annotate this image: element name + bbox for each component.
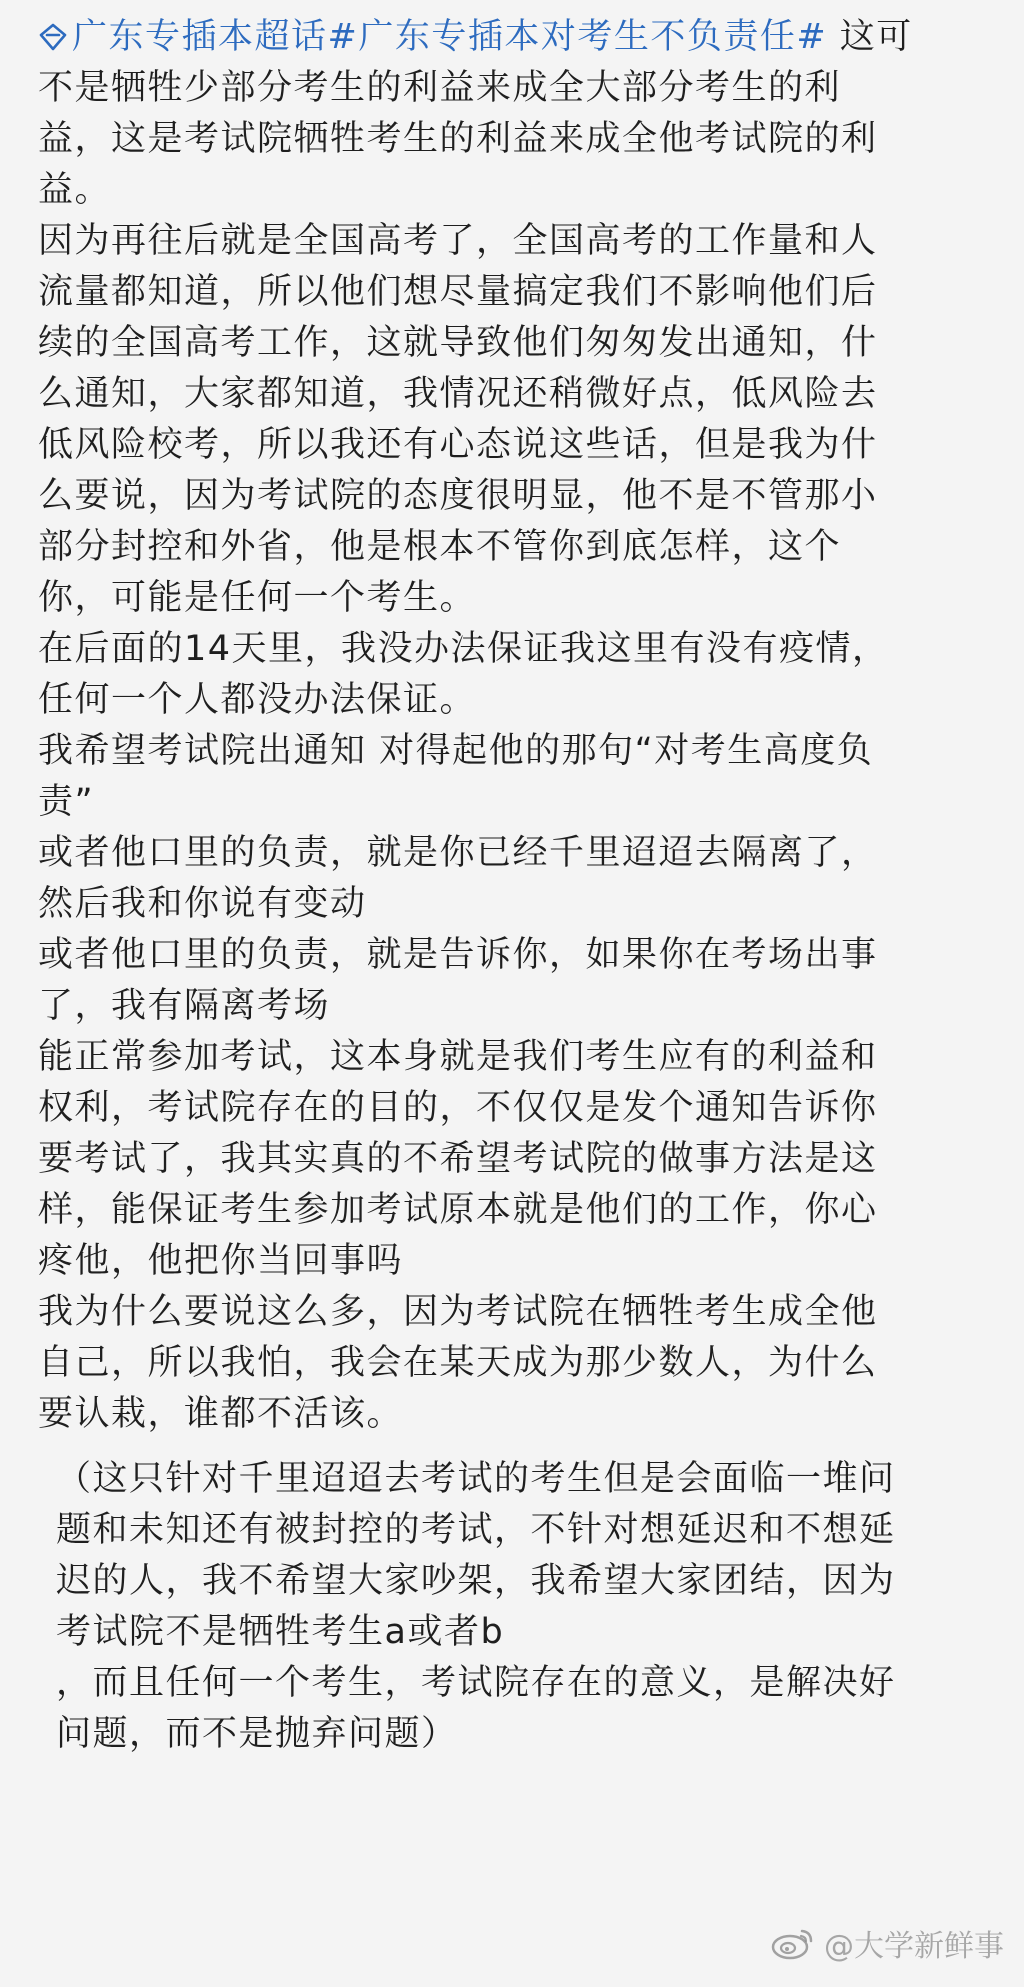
post-text-line: 或者他口里的负责，就是你已经千里迢迢去隔离了， — [38, 833, 878, 873]
paragraph-gap — [38, 1440, 1000, 1454]
post-text-line: 你，可能是任何一个考生。 — [38, 578, 477, 618]
post-paragraphs — [38, 63, 1000, 1440]
post-text-line: 在后面的14天里，我没办法保证我这里有没有疫情， — [38, 629, 889, 669]
post-text-line: 迟的人，我不希望大家吵架，我希望大家团结，因为 — [56, 1561, 896, 1601]
post-text-line: 我希望考试院出通知 对得起他的那句“对考生高度负 — [38, 731, 874, 771]
post-text-line: 样，能保证考生参加考试原本就是他们的工作，你心 — [38, 1190, 878, 1230]
post-text-line: 能正常参加考试，这本身就是我们考生应有的利益和 — [38, 1037, 878, 1077]
super-topic-link[interactable] — [38, 17, 328, 57]
post-text-line: 续的全国高考工作，这就导致他们匆匆发出通知，什 — [38, 323, 878, 363]
weibo-icon — [770, 1925, 816, 1961]
hashtag-link[interactable]: #广东专插本对考生不负责任# — [327, 17, 828, 57]
post-text-line: ，而且任何一个考生，考试院存在的意义，是解决好 — [56, 1663, 896, 1703]
post-text-line: 权利，考试院存在的目的，不仅仅是发个通知告诉你 — [38, 1088, 878, 1128]
super-topic-icon — [38, 22, 68, 52]
post-text-line: 要考试了，我其实真的不希望考试院的做事方法是这 — [38, 1139, 878, 1179]
post-first-line — [38, 12, 1000, 63]
post-text-line: 益，这是考试院牺牲考生的利益来成全他考试院的利 — [38, 119, 878, 159]
post-text-line: 益。 — [38, 170, 112, 210]
post-text-line: 低风险校考，所以我还有心态说这些话，但是我为什 — [38, 425, 878, 465]
post-text-line: （这只针对千里迢迢去考试的考生但是会面临一堆问 — [56, 1459, 896, 1499]
post-text-line: 考试院不是牺牲考生a或者b — [56, 1612, 505, 1652]
post-note-paragraph — [38, 1454, 1000, 1760]
post-text-line: 么要说，因为考试院的态度很明显，他不是不管那小 — [38, 476, 878, 516]
super-topic-label: 广东专插本超话 — [72, 17, 328, 57]
post-text-line: 要认栽，谁都不活该。 — [38, 1394, 404, 1434]
watermark — [770, 1921, 1004, 1965]
post-text-line: 流量都知道，所以他们想尽量搞定我们不影响他们后 — [38, 272, 878, 312]
post-text-line: 题和未知还有被封控的考试，不针对想延迟和不想延 — [56, 1510, 896, 1550]
post-text-line: 责” — [38, 782, 95, 822]
post-text-line: 问题，而不是抛弃问题） — [56, 1714, 458, 1754]
post-text-line: 了，我有隔离考场 — [38, 986, 331, 1026]
post-text-line: 我为什么要说这么多，因为考试院在牺牲考生成全他 — [38, 1292, 878, 1332]
post-text-line: 不是牺牲少部分考生的利益来成全大部分考生的利 — [38, 68, 842, 108]
post-text-line: 因为再往后就是全国高考了，全国高考的工作量和人 — [38, 221, 878, 261]
post-text-line: 疼他，他把你当回事吗 — [38, 1241, 404, 1281]
watermark-text: @大学新鲜事 — [824, 1929, 1004, 1964]
post-text-line: 任何一个人都没办法保证。 — [38, 680, 477, 720]
post-text-line: 么通知，大家都知道，我情况还稍微好点，低风险去 — [38, 374, 878, 414]
post-text-line: 然后我和你说有变动 — [38, 884, 367, 924]
post-text-line: 这可 — [827, 17, 913, 57]
post-text-line: 或者他口里的负责，就是告诉你，如果你在考场出事 — [38, 935, 878, 975]
post-body — [38, 12, 1000, 1760]
post-text-line: 自己，所以我怕，我会在某天成为那少数人，为什么 — [38, 1343, 878, 1383]
post-text-line: 部分封控和外省，他是根本不管你到底怎样，这个 — [38, 527, 842, 567]
